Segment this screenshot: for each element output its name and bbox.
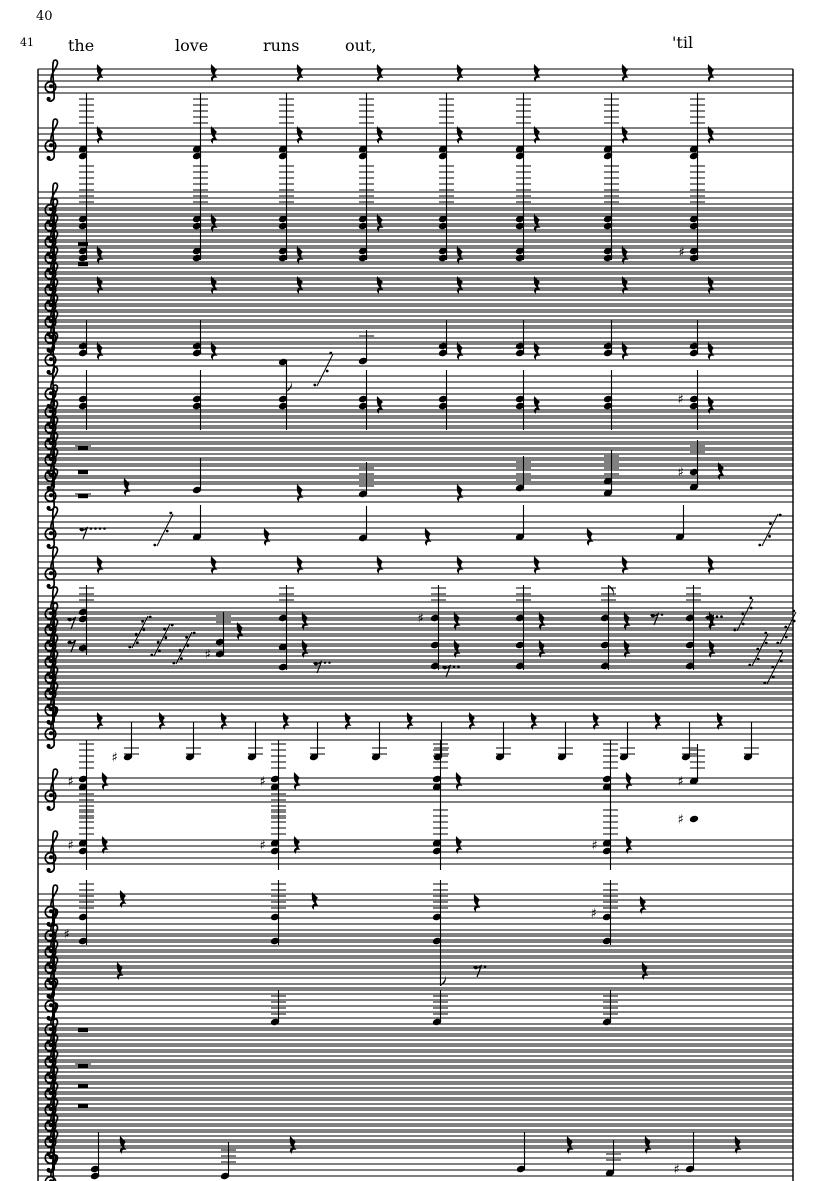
quarter-rest-glyph — [297, 246, 304, 264]
quarter-rest-glyph — [531, 712, 538, 730]
quarter-rest-glyph — [457, 126, 464, 144]
quarter-rest-glyph — [593, 712, 600, 730]
gliss-run-glyph — [769, 522, 772, 525]
quarter-rest-glyph — [97, 712, 104, 730]
quarter-rest-glyph — [407, 712, 414, 730]
gliss-run-glyph — [135, 633, 138, 636]
gliss-run-glyph — [764, 632, 767, 635]
gliss-run-glyph — [149, 616, 152, 619]
treble-clef-icon — [47, 544, 51, 548]
quarter-rest-glyph — [294, 772, 301, 790]
quarter-rest-glyph — [377, 214, 384, 232]
quarter-rest-glyph — [294, 836, 301, 854]
quarter-rest-glyph — [377, 126, 384, 144]
quarter-rest-glyph — [211, 214, 218, 232]
quarter-rest-glyph — [534, 342, 541, 360]
rest-augmentation-dot — [90, 527, 93, 530]
lyric-syllable: 'til — [672, 33, 694, 52]
rest-augmentation-dot — [716, 615, 719, 618]
gliss-run-glyph — [132, 616, 148, 648]
gliss-run-glyph — [768, 535, 771, 538]
quarter-rest-glyph — [211, 342, 218, 360]
gliss-run-glyph — [750, 607, 753, 610]
gliss-run-glyph — [171, 624, 174, 627]
quarter-rest-glyph — [708, 276, 715, 294]
rest-augmentation-dot — [99, 527, 102, 530]
treble-clef-icon — [47, 584, 51, 588]
whole-rest-glyph — [78, 262, 88, 266]
sharp-accidental: ♯ — [590, 906, 597, 922]
quarter-rest-glyph — [474, 894, 481, 912]
quarter-rest-glyph — [297, 276, 304, 294]
rest-augmentation-dot — [328, 661, 331, 664]
quarter-rest-glyph — [469, 712, 476, 730]
gliss-run-glyph — [164, 636, 167, 639]
quarter-rest-glyph — [622, 246, 629, 264]
gliss-run-glyph — [193, 632, 196, 635]
quarter-rest-glyph — [454, 612, 461, 630]
whole-rest-glyph — [78, 1104, 88, 1108]
lyric-syllable: runs — [263, 36, 300, 55]
treble-clef-icon — [47, 348, 51, 352]
note-flag — [287, 381, 292, 392]
whole-rest-glyph — [78, 446, 88, 450]
quarter-rest-glyph — [457, 556, 464, 574]
gliss-run-glyph — [784, 626, 787, 629]
rest-augmentation-dot — [661, 613, 664, 616]
gliss-run-glyph — [166, 530, 169, 533]
sharp-accidental: ♯ — [63, 927, 70, 943]
quarter-rest-glyph — [624, 640, 631, 658]
quarter-rest-glyph — [454, 640, 461, 658]
quarter-rest-glyph — [211, 276, 218, 294]
rest-augmentation-dot — [457, 665, 460, 668]
quarter-rest-glyph — [97, 246, 104, 264]
quarter-rest-glyph — [297, 64, 304, 82]
quarter-rest-glyph — [708, 396, 715, 414]
quarter-rest-glyph — [655, 712, 662, 730]
quarter-rest-glyph — [211, 126, 218, 144]
quarter-rest-glyph — [640, 896, 647, 914]
quarter-rest-glyph — [735, 1136, 742, 1154]
quarter-rest-glyph — [539, 612, 546, 630]
sharp-accidental: ♯ — [111, 750, 118, 766]
gliss-run-glyph — [737, 599, 753, 631]
gliss-run-glyph — [749, 597, 752, 600]
gliss-run-glyph — [142, 628, 145, 631]
quarter-rest-glyph — [297, 484, 304, 502]
quarter-rest-glyph — [534, 126, 541, 144]
quarter-rest-glyph — [159, 712, 166, 730]
quarter-rest-glyph — [102, 772, 109, 790]
gliss-run-glyph — [158, 649, 161, 652]
quarter-rest-glyph — [708, 342, 715, 360]
gliss-run-glyph — [776, 642, 779, 645]
quarter-rest-glyph — [237, 622, 244, 640]
quarter-rest-glyph — [97, 556, 104, 574]
gliss-run-glyph — [179, 649, 182, 652]
quarter-rest-glyph — [626, 836, 633, 854]
quarter-rest-glyph — [457, 342, 464, 360]
quarter-rest-glyph — [120, 890, 127, 908]
quarter-rest-glyph — [302, 612, 309, 630]
quarter-rest-glyph — [297, 126, 304, 144]
gliss-run-glyph — [779, 514, 782, 517]
quarter-rest-glyph — [456, 772, 463, 790]
sharp-accidental: ♯ — [204, 647, 211, 663]
quarter-rest-glyph — [297, 556, 304, 574]
gliss-run-glyph — [313, 384, 316, 387]
quarter-rest-glyph — [283, 712, 290, 730]
quarter-rest-glyph — [534, 396, 541, 414]
gliss-run-glyph — [128, 646, 131, 649]
quarter-rest-glyph — [102, 836, 109, 854]
gliss-run-glyph — [136, 641, 139, 644]
rest-augmentation-dot — [453, 665, 456, 668]
rest-augmentation-dot — [94, 527, 97, 530]
quarter-rest-glyph — [211, 64, 218, 82]
gliss-run-glyph — [762, 514, 778, 546]
gliss-run-glyph — [779, 650, 782, 653]
gliss-run-glyph — [186, 644, 189, 647]
quarter-rest-glyph — [117, 962, 124, 980]
gliss-run-glyph — [180, 657, 183, 660]
quarter-rest-glyph — [457, 276, 464, 294]
quarter-rest-glyph — [622, 276, 629, 294]
gliss-run-glyph — [169, 512, 172, 515]
sharp-accidental: ♯ — [259, 774, 266, 790]
quarter-rest-glyph — [534, 556, 541, 574]
gliss-run-glyph — [326, 370, 329, 373]
quarter-rest-glyph — [302, 640, 309, 658]
quarter-rest-glyph — [345, 712, 352, 730]
quarter-rest-glyph — [645, 1136, 652, 1154]
quarter-rest-glyph — [534, 64, 541, 82]
quarter-rest-glyph — [534, 276, 541, 294]
treble-clef-icon — [47, 868, 51, 872]
gliss-run-glyph — [758, 544, 761, 547]
quarter-rest-glyph — [622, 64, 629, 82]
notehead-glyph — [689, 815, 699, 824]
whole-rest-glyph — [78, 494, 88, 498]
gliss-run-glyph — [157, 514, 173, 546]
measure-number-40: 40 — [36, 9, 53, 24]
treble-clef-icon — [49, 855, 53, 859]
sharp-accidental: ♯ — [673, 1162, 680, 1178]
gliss-run-glyph — [185, 636, 188, 639]
quarter-rest-glyph — [717, 712, 724, 730]
quarter-rest-glyph — [457, 64, 464, 82]
quarter-rest-glyph — [708, 126, 715, 144]
quarter-rest-glyph — [587, 528, 594, 546]
quarter-rest-glyph — [708, 64, 715, 82]
treble-clef-icon — [49, 493, 53, 497]
measure-number-41: 41 — [20, 36, 34, 49]
quarter-rest-glyph — [534, 214, 541, 232]
rest-augmentation-dot — [720, 615, 723, 618]
quarter-rest-glyph — [622, 126, 629, 144]
lyric-syllable: the — [68, 36, 95, 55]
gliss-run-glyph — [785, 636, 788, 639]
quarter-rest-glyph — [290, 1136, 297, 1154]
quarter-rest-glyph — [425, 528, 432, 546]
gliss-run-glyph — [157, 641, 160, 644]
gliss-run-glyph — [757, 658, 760, 661]
sharp-accidental: ♯ — [677, 465, 684, 481]
gliss-run-glyph — [772, 676, 775, 679]
quarter-rest-glyph — [539, 640, 546, 658]
gliss-run-glyph — [172, 662, 175, 665]
whole-rest-glyph — [78, 242, 88, 246]
gliss-run-glyph — [792, 610, 795, 613]
lyric-syllable: love — [175, 36, 209, 55]
treble-clef-icon — [49, 143, 53, 147]
treble-clef-icon — [47, 506, 51, 510]
quarter-rest-glyph — [626, 772, 633, 790]
gliss-run-glyph — [742, 623, 745, 626]
quarter-rest-glyph — [264, 528, 271, 546]
quarter-rest-glyph — [377, 276, 384, 294]
gliss-run-glyph — [793, 620, 796, 623]
quarter-rest-glyph — [718, 462, 725, 480]
gliss-run-glyph — [153, 544, 156, 547]
quarter-rest-glyph — [709, 612, 716, 630]
gliss-run-glyph — [733, 629, 736, 632]
whole-rest-glyph — [78, 1064, 88, 1068]
quarter-rest-glyph — [622, 556, 629, 574]
quarter-rest-glyph — [456, 836, 463, 854]
gliss-run-glyph — [780, 660, 783, 663]
gliss-run-glyph — [163, 628, 166, 631]
quarter-rest-glyph — [377, 556, 384, 574]
lyric-syllable: out, — [345, 36, 377, 55]
treble-clef-icon — [47, 806, 51, 810]
rest-augmentation-dot — [484, 965, 487, 968]
treble-clef-icon — [49, 793, 53, 797]
gliss-run-glyph — [150, 654, 153, 657]
gliss-run-glyph — [141, 620, 144, 623]
rest-augmentation-dot — [324, 661, 327, 664]
whole-rest-glyph — [78, 1028, 88, 1032]
quarter-rest-glyph — [97, 342, 104, 360]
sharp-accidental: ♯ — [677, 392, 684, 408]
quarter-rest-glyph — [377, 396, 384, 414]
whole-rest-glyph — [78, 1084, 88, 1088]
quarter-rest-glyph — [312, 892, 319, 910]
quarter-rest-glyph — [708, 556, 715, 574]
sharp-accidental: ♯ — [67, 774, 74, 790]
treble-clef-icon — [47, 744, 51, 748]
gliss-run-glyph — [765, 642, 768, 645]
treble-clef-icon — [47, 97, 51, 101]
quarter-rest-glyph — [624, 612, 631, 630]
sharp-accidental: ♯ — [591, 838, 598, 854]
treble-clef-icon — [47, 370, 51, 374]
treble-clef-icon — [49, 531, 53, 535]
gliss-run-glyph — [763, 682, 766, 685]
quarter-rest-glyph — [567, 1136, 574, 1154]
gliss-run-glyph — [756, 648, 759, 651]
quarter-rest-glyph — [211, 556, 218, 574]
gliss-run-glyph — [748, 664, 751, 667]
treble-clef-icon — [49, 357, 53, 361]
sharp-accidental: ♯ — [259, 838, 266, 854]
treble-clef-icon — [49, 731, 53, 735]
sharp-accidental: ♯ — [677, 774, 684, 790]
sharp-accidental: ♯ — [67, 838, 74, 854]
gliss-run-glyph — [317, 354, 333, 386]
whole-rest-glyph — [78, 470, 88, 474]
quarter-rest-glyph — [377, 64, 384, 82]
treble-clef-icon — [47, 156, 51, 160]
quarter-rest-glyph — [221, 712, 228, 730]
treble-clef-icon — [47, 994, 51, 998]
quarter-rest-glyph — [97, 126, 104, 144]
gliss-run-glyph — [329, 352, 332, 355]
quarter-rest-glyph — [457, 246, 464, 264]
quarter-rest-glyph — [642, 962, 649, 980]
quarter-rest-glyph — [457, 484, 464, 502]
sharp-accidental: ♯ — [677, 812, 684, 828]
gliss-run-glyph — [176, 632, 192, 664]
gliss-run-glyph — [771, 666, 774, 669]
quarter-rest-glyph — [97, 276, 104, 294]
quarter-rest-glyph — [622, 342, 629, 360]
rest-augmentation-dot — [103, 527, 106, 530]
quarter-rest-glyph — [124, 478, 131, 496]
quarter-rest-glyph — [120, 1136, 127, 1154]
quarter-rest-glyph — [709, 640, 716, 658]
sharp-accidental: ♯ — [678, 245, 685, 261]
treble-clef-icon — [49, 571, 53, 575]
sharp-accidental: ♯ — [417, 611, 424, 627]
quarter-rest-glyph — [97, 64, 104, 82]
treble-clef-icon — [49, 84, 53, 88]
gliss-run-glyph — [741, 613, 744, 616]
